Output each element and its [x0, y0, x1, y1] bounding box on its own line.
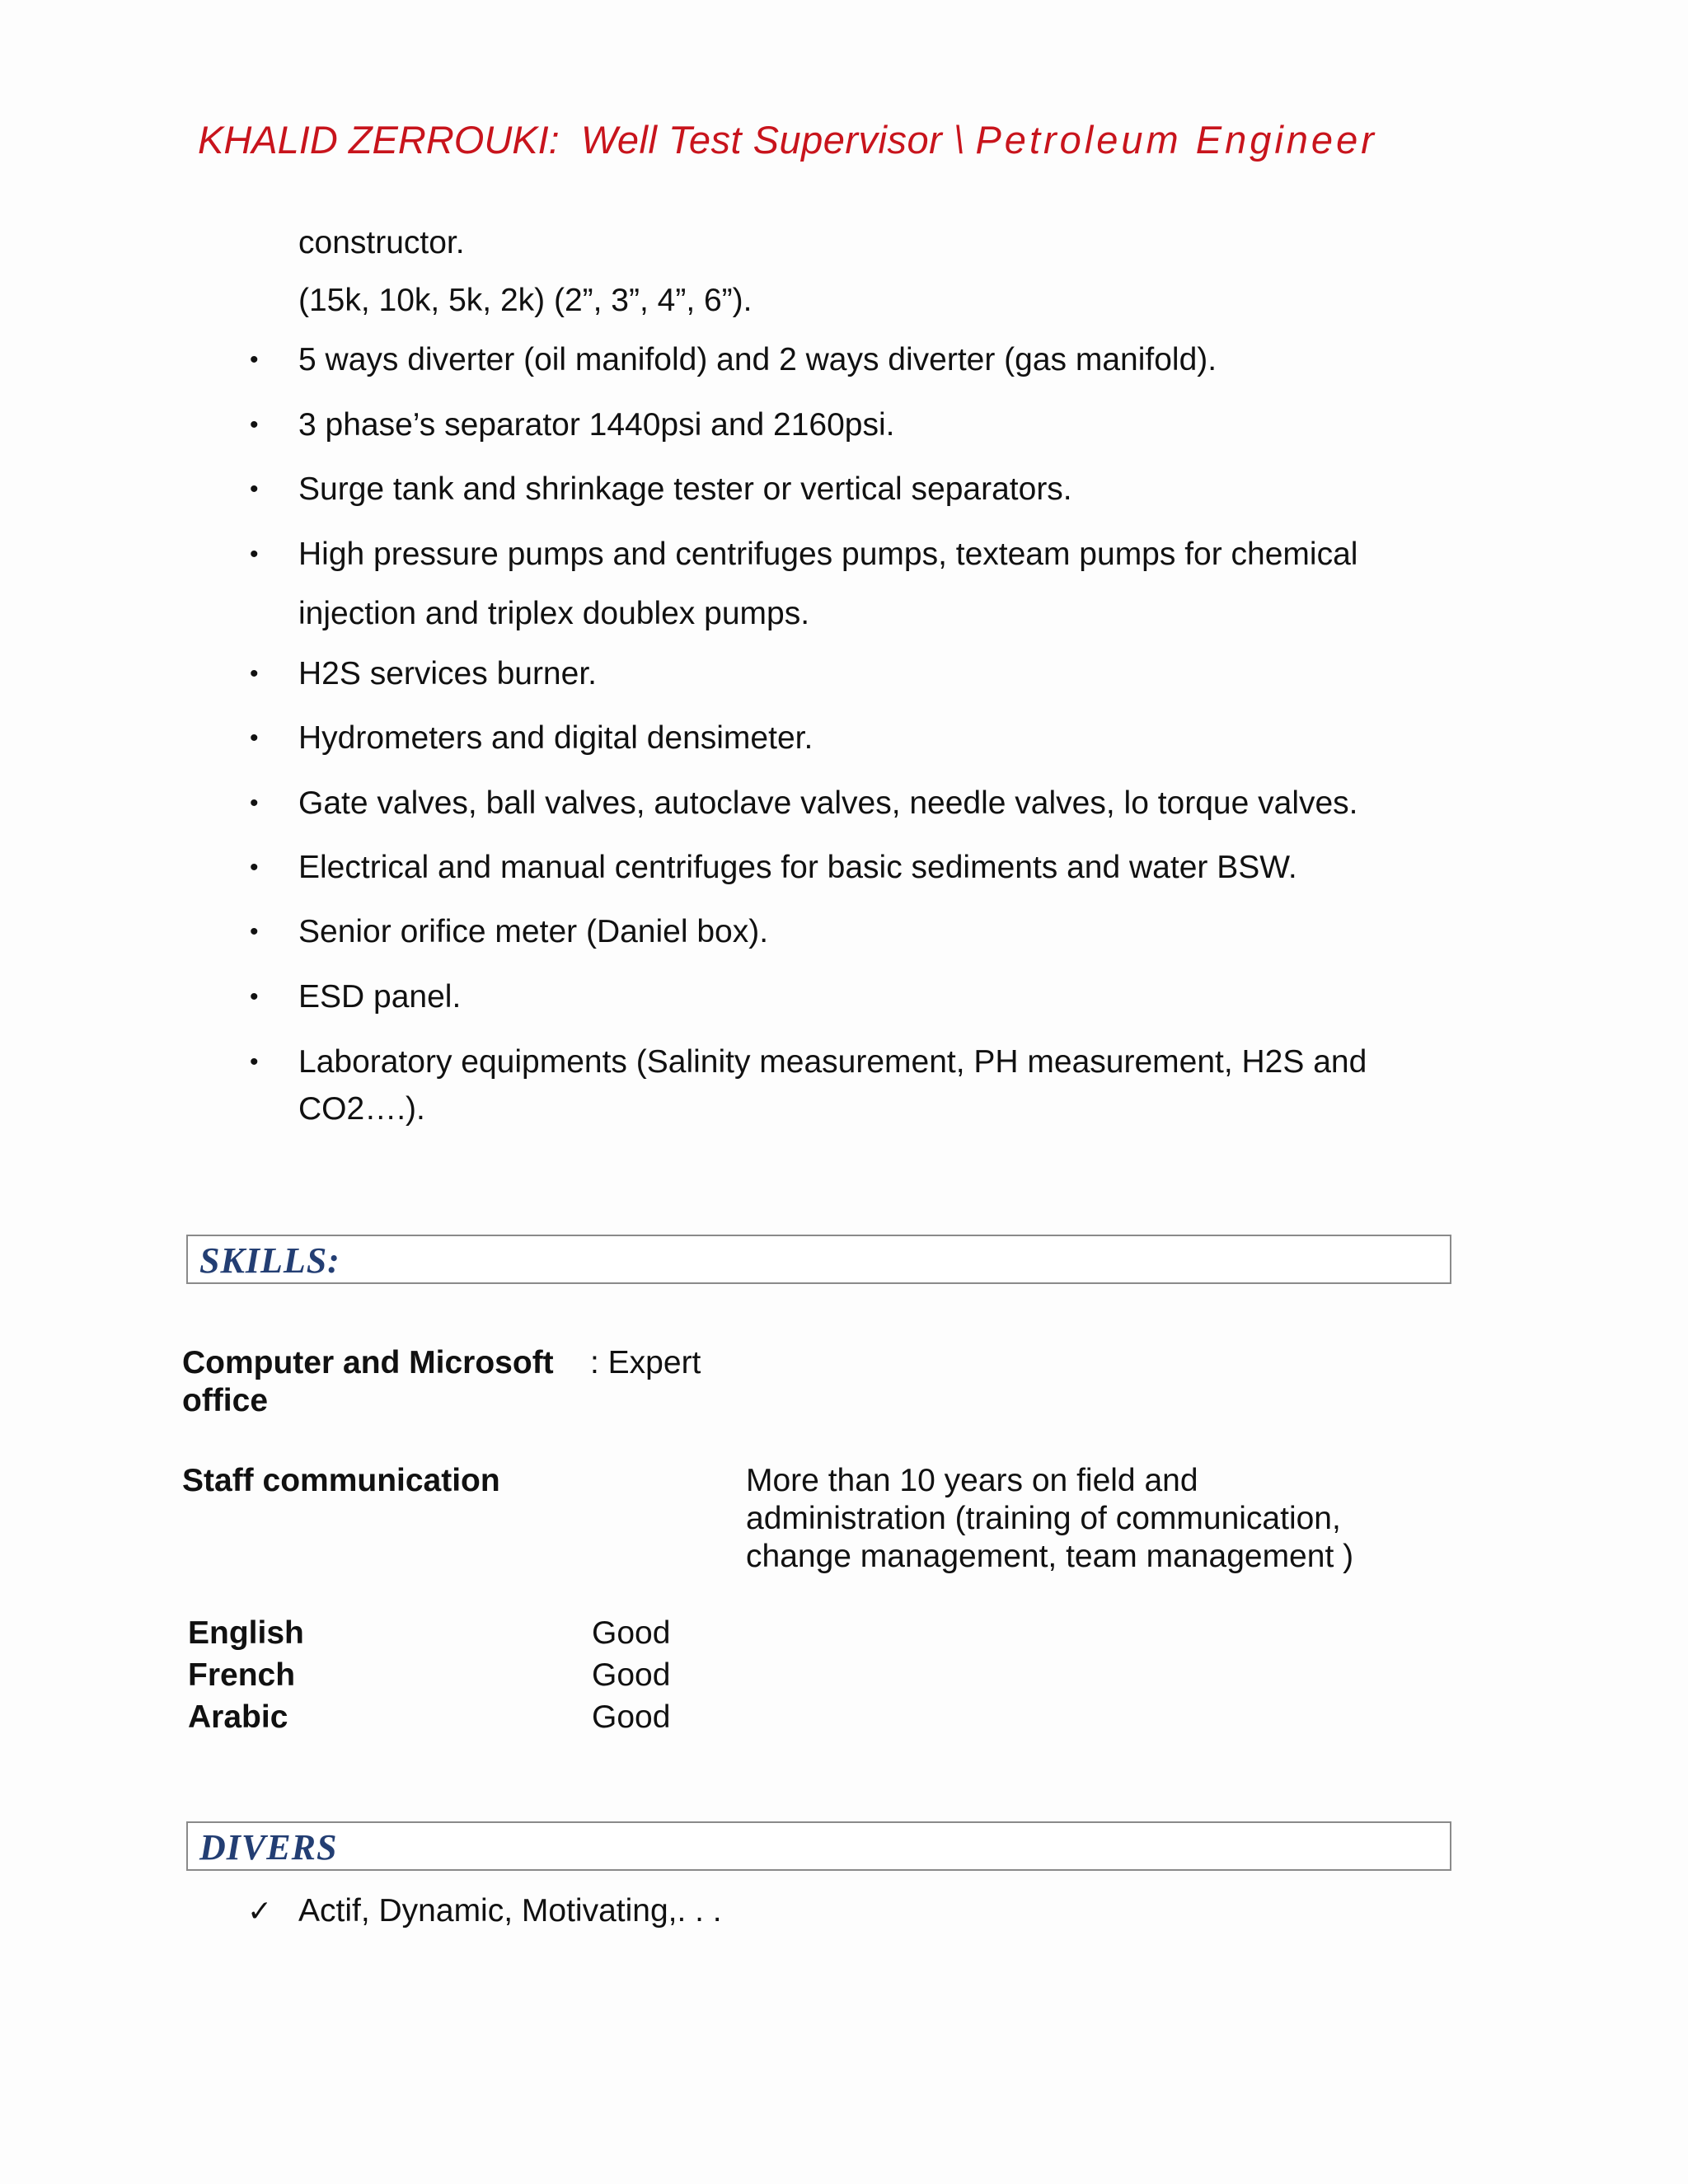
skill-staff-label: Staff communication [182, 1463, 500, 1498]
header-role-b: Petroleum Engineer [975, 118, 1377, 162]
skill-staff-value: administration (training of communication, [746, 1501, 1341, 1536]
bullet-icon: • [250, 541, 259, 568]
bullet-icon: • [250, 918, 259, 945]
bullet-icon: • [250, 411, 259, 438]
language-level: Good [592, 1657, 671, 1693]
language-name: Arabic [188, 1699, 288, 1735]
list-item-text: Senior orifice meter (Daniel box). [298, 914, 769, 949]
skill-computer-label: Computer and Microsoft [182, 1345, 554, 1380]
language-level: Good [592, 1699, 671, 1735]
list-item-text: CO2….). [298, 1091, 425, 1127]
list-item-text: injection and triplex doublex pumps. [298, 596, 810, 631]
bullet-icon: • [250, 346, 259, 373]
bullet-icon: • [250, 790, 259, 817]
divers-title: DIVERS [199, 1827, 338, 1868]
bullet-icon: • [250, 476, 259, 503]
header-name: KHALID ZERROUKI: [198, 118, 560, 162]
list-item-text: Electrical and manual centrifuges for basic sediments and water BSW. [298, 850, 1297, 885]
skill-staff-value: More than 10 years on field and [746, 1463, 1198, 1498]
divers-item-text: Actif, Dynamic, Motivating,. . . [298, 1893, 722, 1929]
list-item-text: H2S services burner. [298, 656, 597, 691]
skill-computer-label: office [182, 1383, 269, 1418]
skill-staff-value: change management, team management ) [746, 1539, 1354, 1574]
bullet-icon: • [250, 660, 259, 687]
bullet-icon: • [250, 1048, 259, 1076]
list-item-text: High pressure pumps and centrifuges pumps, texteam pumps for chemical [298, 537, 1358, 572]
list-item-text: ESD panel. [298, 979, 462, 1015]
skill-computer-value: : Expert [590, 1345, 701, 1380]
language-name: English [188, 1615, 304, 1651]
list-item-text: 3 phase’s separator 1440psi and 2160psi. [298, 407, 895, 443]
bullet-icon: • [250, 854, 259, 881]
divers-section-header [186, 1821, 1451, 1871]
list-item-text: Gate valves, ball valves, autoclave valves, needle valves, lo torque valves. [298, 785, 1358, 821]
language-name: French [188, 1657, 296, 1693]
skills-title: SKILLS: [199, 1240, 340, 1281]
list-item-text: Surge tank and shrinkage tester or vertical separators. [298, 471, 1072, 507]
language-level: Good [592, 1615, 671, 1651]
header-role-a: Well Test Supervisor \ [580, 118, 965, 162]
equipment-continuation-line: (15k, 10k, 5k, 2k) (2”, 3”, 4”, 6”). [298, 283, 753, 318]
bullet-icon: • [250, 983, 259, 1010]
list-item-text: Laboratory equipments (Salinity measurement, PH measurement, H2S and [298, 1044, 1367, 1080]
list-item-text: Hydrometers and digital densimeter. [298, 720, 814, 756]
equipment-continuation-line: constructor. [298, 225, 465, 260]
checkmark-icon: ✓ [247, 1894, 273, 1928]
bullet-icon: • [250, 724, 259, 752]
skills-section-header [186, 1235, 1451, 1284]
page-header [198, 117, 1377, 162]
list-item-text: 5 ways diverter (oil manifold) and 2 ways diverter (gas manifold). [298, 342, 1217, 377]
